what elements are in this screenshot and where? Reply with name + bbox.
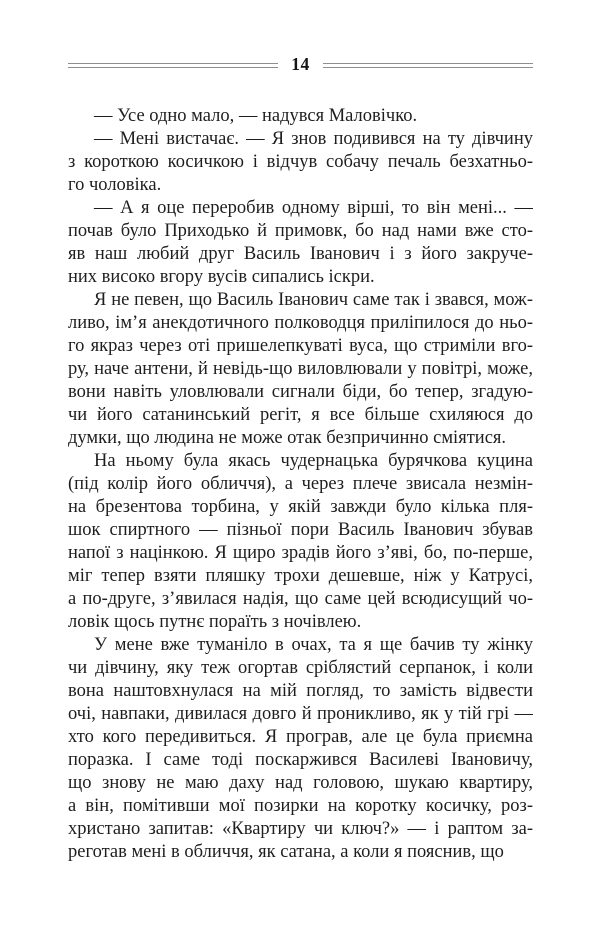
text-line: що знову не маю даху над головою, шукаю квартиру, — [68, 773, 533, 793]
text-line: почав було Приходько й примовк, бо над нами вже сто- — [68, 221, 533, 241]
text-line: а він, помітивши мої позирки на коротку косичку, роз- — [68, 796, 533, 816]
text-line: з короткою косичкою і відчув собачу печаль безхатньо- — [68, 152, 533, 172]
text-line: ливо, ім’я анекдотичного полководця приліпилося до ньо- — [68, 313, 533, 333]
text-line: — Усе одно мало, — надувся Маловічко. — [94, 106, 418, 126]
text-line: чи його сатанинський регіт, я все більше схиляюся до — [68, 405, 533, 425]
text-line: поразка. І саме тоді поскаржився Василеві Івановичу, — [68, 750, 533, 770]
text-line: го якраз через оті пришелепкуваті вуса, що стриміли вго- — [68, 336, 533, 356]
paragraph — [68, 634, 533, 864]
paragraph — [68, 197, 533, 289]
text-line: міг тепер взяти пляшку трохи дешевше, ніж у Катрусі, — [68, 566, 533, 586]
text-line: них високо вгору вусів сипались іскри. — [68, 267, 375, 287]
text-line: чи дівчину, яку теж огортав сріблястий серпанок, і коли — [68, 658, 533, 678]
text-line: — А я оце переробив одному вірші, то він мені... — — [94, 198, 533, 218]
text-line: вона наштовхнулася на мій погляд, то замість відвести — [68, 681, 533, 701]
page-header — [68, 54, 533, 76]
text-line: очі, навпаки, дивилася довго й проникливо, як у тій грі — — [68, 704, 533, 724]
paragraph — [68, 105, 533, 128]
page-text — [68, 105, 533, 864]
text-line: (під колір його обличчя), а через плече звисала незмін- — [68, 474, 533, 494]
text-line: шок спиртного — пізньої пори Василь Іванович збував — [68, 520, 533, 540]
text-line: напої з націнкою. Я щиро зрадів його з’яві, бо, по-перше, — [68, 543, 533, 563]
text-line: На ньому була якась чудернацька бурячкова куцина — [94, 451, 533, 471]
text-line: — Мені вистачає. — Я знов подивився на ту дівчину — [94, 129, 533, 149]
header-rule-right — [323, 63, 533, 68]
text-line: У мене вже туманіло в очах, та я ще бачив ту жінку — [94, 635, 533, 655]
text-line: на брезентова торбина, у якій завжди було кілька пля- — [68, 497, 533, 517]
text-line: реготав мені в обличчя, як сатана, а коли я пояснив, що — [68, 842, 504, 862]
text-line: го чоловіка. — [68, 175, 162, 195]
paragraph — [68, 128, 533, 197]
header-rule-left — [68, 63, 278, 68]
text-line: думки, що людина не може отак безпричинно сміятися. — [68, 428, 507, 448]
page-number: 14 — [291, 54, 310, 75]
text-line: а по-друге, з’явилася надія, що саме цей всюдисущий чо- — [68, 589, 533, 609]
text-line: ловік щось путнє пораїть з ночівлею. — [68, 612, 362, 632]
text-line: хто кого передивиться. Я програв, але це була приємна — [68, 727, 533, 747]
text-line: вони навіть уловлювали сигнали біди, бо тепер, згадую- — [68, 382, 533, 402]
paragraph — [68, 289, 533, 450]
text-line: ру, наче антени, й невідь-що виловлювали у повітрі, може, — [68, 359, 533, 379]
text-line: яв наш любий друг Василь Іванович і з його закруче- — [68, 244, 533, 264]
paragraph — [68, 450, 533, 634]
text-line: христано запитав: «Квартиру чи ключ?» — і раптом за- — [68, 819, 533, 839]
text-line: Я не певен, що Василь Іванович саме так і звався, мож- — [94, 290, 533, 310]
